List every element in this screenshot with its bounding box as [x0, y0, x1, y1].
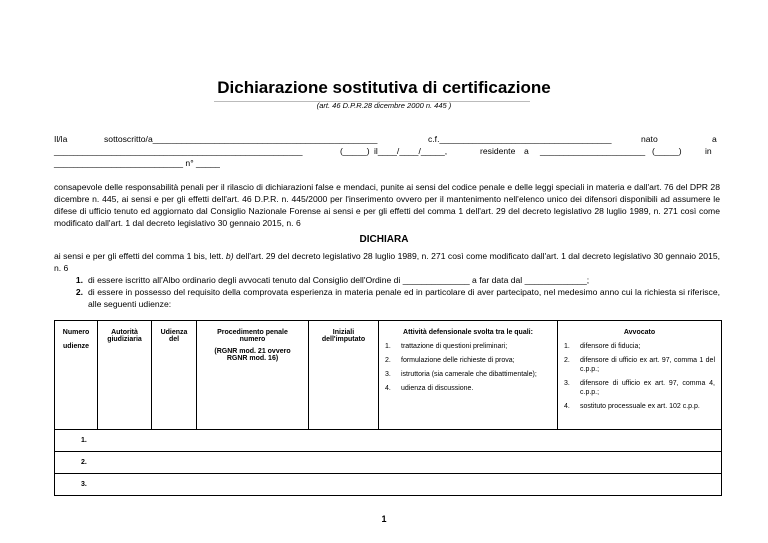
comune-residenza-field: ______________________: [540, 146, 646, 156]
avvocato-item: 4. sostituto processuale ex art. 102 c.p.p.: [564, 403, 700, 410]
udienze-table: [54, 320, 722, 496]
header-avvocato: Avvocato 1. difensore di fiducia; 2. difensore di ufficio ex art. 97, comma 1 del c.p.p.; 3. difensore di ufficio ex art. 97, comma 4, c.p.p.; 4. sostituto processuale ex art. 102 c.p.p.: [558, 321, 722, 430]
attivita-item: 4. udienza di discussione.: [385, 385, 474, 392]
attivita-item: 1. trattazione di questioni preliminari;: [385, 343, 508, 350]
nato-a-label: a: [712, 134, 717, 144]
header-autorita: Autorità giudiziaria: [98, 321, 152, 430]
header-procedimento: Procedimento penale numero (RGNR mod. 21 ovvero RGNR mod. 16): [197, 321, 309, 430]
list-item: 1. di essere iscritto all'Albo ordinario degli avvocati tenuto dal Consiglio dell'Ordine di ______________ a far data dal _____________;: [75, 275, 590, 285]
row-number: 3.: [55, 474, 722, 496]
residente-label: residente: [480, 146, 516, 156]
indirizzo-field: ___________________________ n° _____: [54, 158, 220, 168]
document-title: Dichiarazione sostitutiva di certificazione: [217, 78, 551, 97]
list-item: 2. di essere in possesso del requisito della comprovata esperienza in materia penale ed in particolare di aver partecipato, nel medesimo anno cui la richiesta si riferisce, alle seguenti udienze:: [75, 287, 720, 309]
in-label: in: [705, 146, 712, 156]
luogo-nascita-field: ____________________________________________________: [54, 146, 303, 156]
document-subtitle: (art. 46 D.P.R.28 dicembre 2000 n. 445 ): [316, 101, 452, 110]
provincia-nascita-field: (_____): [340, 146, 370, 156]
consapevole-paragraph: consapevole delle responsabilità penali per il rilascio di dichiarazioni false e mendaci, punite ai sensi del codice penale e delle leggi speciali in materia e dall'art. 76 del DPR 28 dicembre n. 445, ai sensi e per gli effetti dell'art. 46 D.P.R. n. 445/2000 per l'inserimento ovvero per il mantenimento nell'elenco unico dei difensori disponibili ad assumere le difese di ufficio tenuto ed aggiornato dal Consiglio Nazionale Forense ai sensi e per gli effetti del comma 1 dell'art. 29 del decreto legislativo 28 luglio 1989, n. 271 così come modificato dall'art. 1 dal decreto legislativo 30 gennaio 2015, n. 6: [54, 182, 720, 228]
avvocato-item: 2. difensore di ufficio ex art. 97, comma 1 del c.p.p.;: [564, 357, 715, 373]
sottoscritto-field: sottoscritto/a_______________________________________________: [104, 134, 378, 144]
data-nascita-field: il____/____/_____,: [374, 146, 448, 156]
ai-sensi-paragraph: ai sensi e per gli effetti del comma 1 bis, lett. b) dell'art. 29 del decreto legislativo 28 luglio 1989, n. 271 così come modificato dall'art. 1 dal decreto legislativo 30 gennaio 2015, n. 6: [54, 251, 721, 273]
provincia-residenza-field: (_____): [652, 146, 682, 156]
header-iniziali: Iniziali dell'imputato: [309, 321, 379, 430]
attivita-item: 2. formulazione delle richieste di prova;: [385, 357, 515, 364]
table-row: [55, 430, 722, 452]
attivita-item: 3. istruttoria (sia camerale che dibattimentale);: [385, 371, 537, 378]
header-udienza: Udienza del: [152, 321, 197, 430]
header-numero: Numero udienze: [55, 321, 98, 430]
row-number: 2.: [55, 452, 722, 474]
page-number: 1: [381, 514, 387, 524]
table-row: [55, 474, 722, 496]
avvocato-item: 3. difensore di ufficio ex art. 97, comma 4, c.p.p.;: [564, 380, 715, 396]
row-number: 1.: [55, 430, 722, 452]
il-la-label: Il/la: [54, 134, 68, 144]
dichiara-heading: DICHIARA: [359, 234, 409, 245]
codice-fiscale-field: c.f.____________________________________: [428, 134, 612, 144]
table-row: [55, 452, 722, 474]
nato-label: nato: [641, 134, 658, 144]
header-attivita: Attività defensionale svolta tra le quali: 1. trattazione di questioni preliminari; 2. formulazione delle richieste di prova; 3. istruttoria (sia camerale che dibattimentale); 4. udienza di discussione.: [379, 321, 558, 430]
residente-a-label: a: [524, 146, 529, 156]
avvocato-item: 1. difensore di fiducia;: [564, 343, 641, 350]
